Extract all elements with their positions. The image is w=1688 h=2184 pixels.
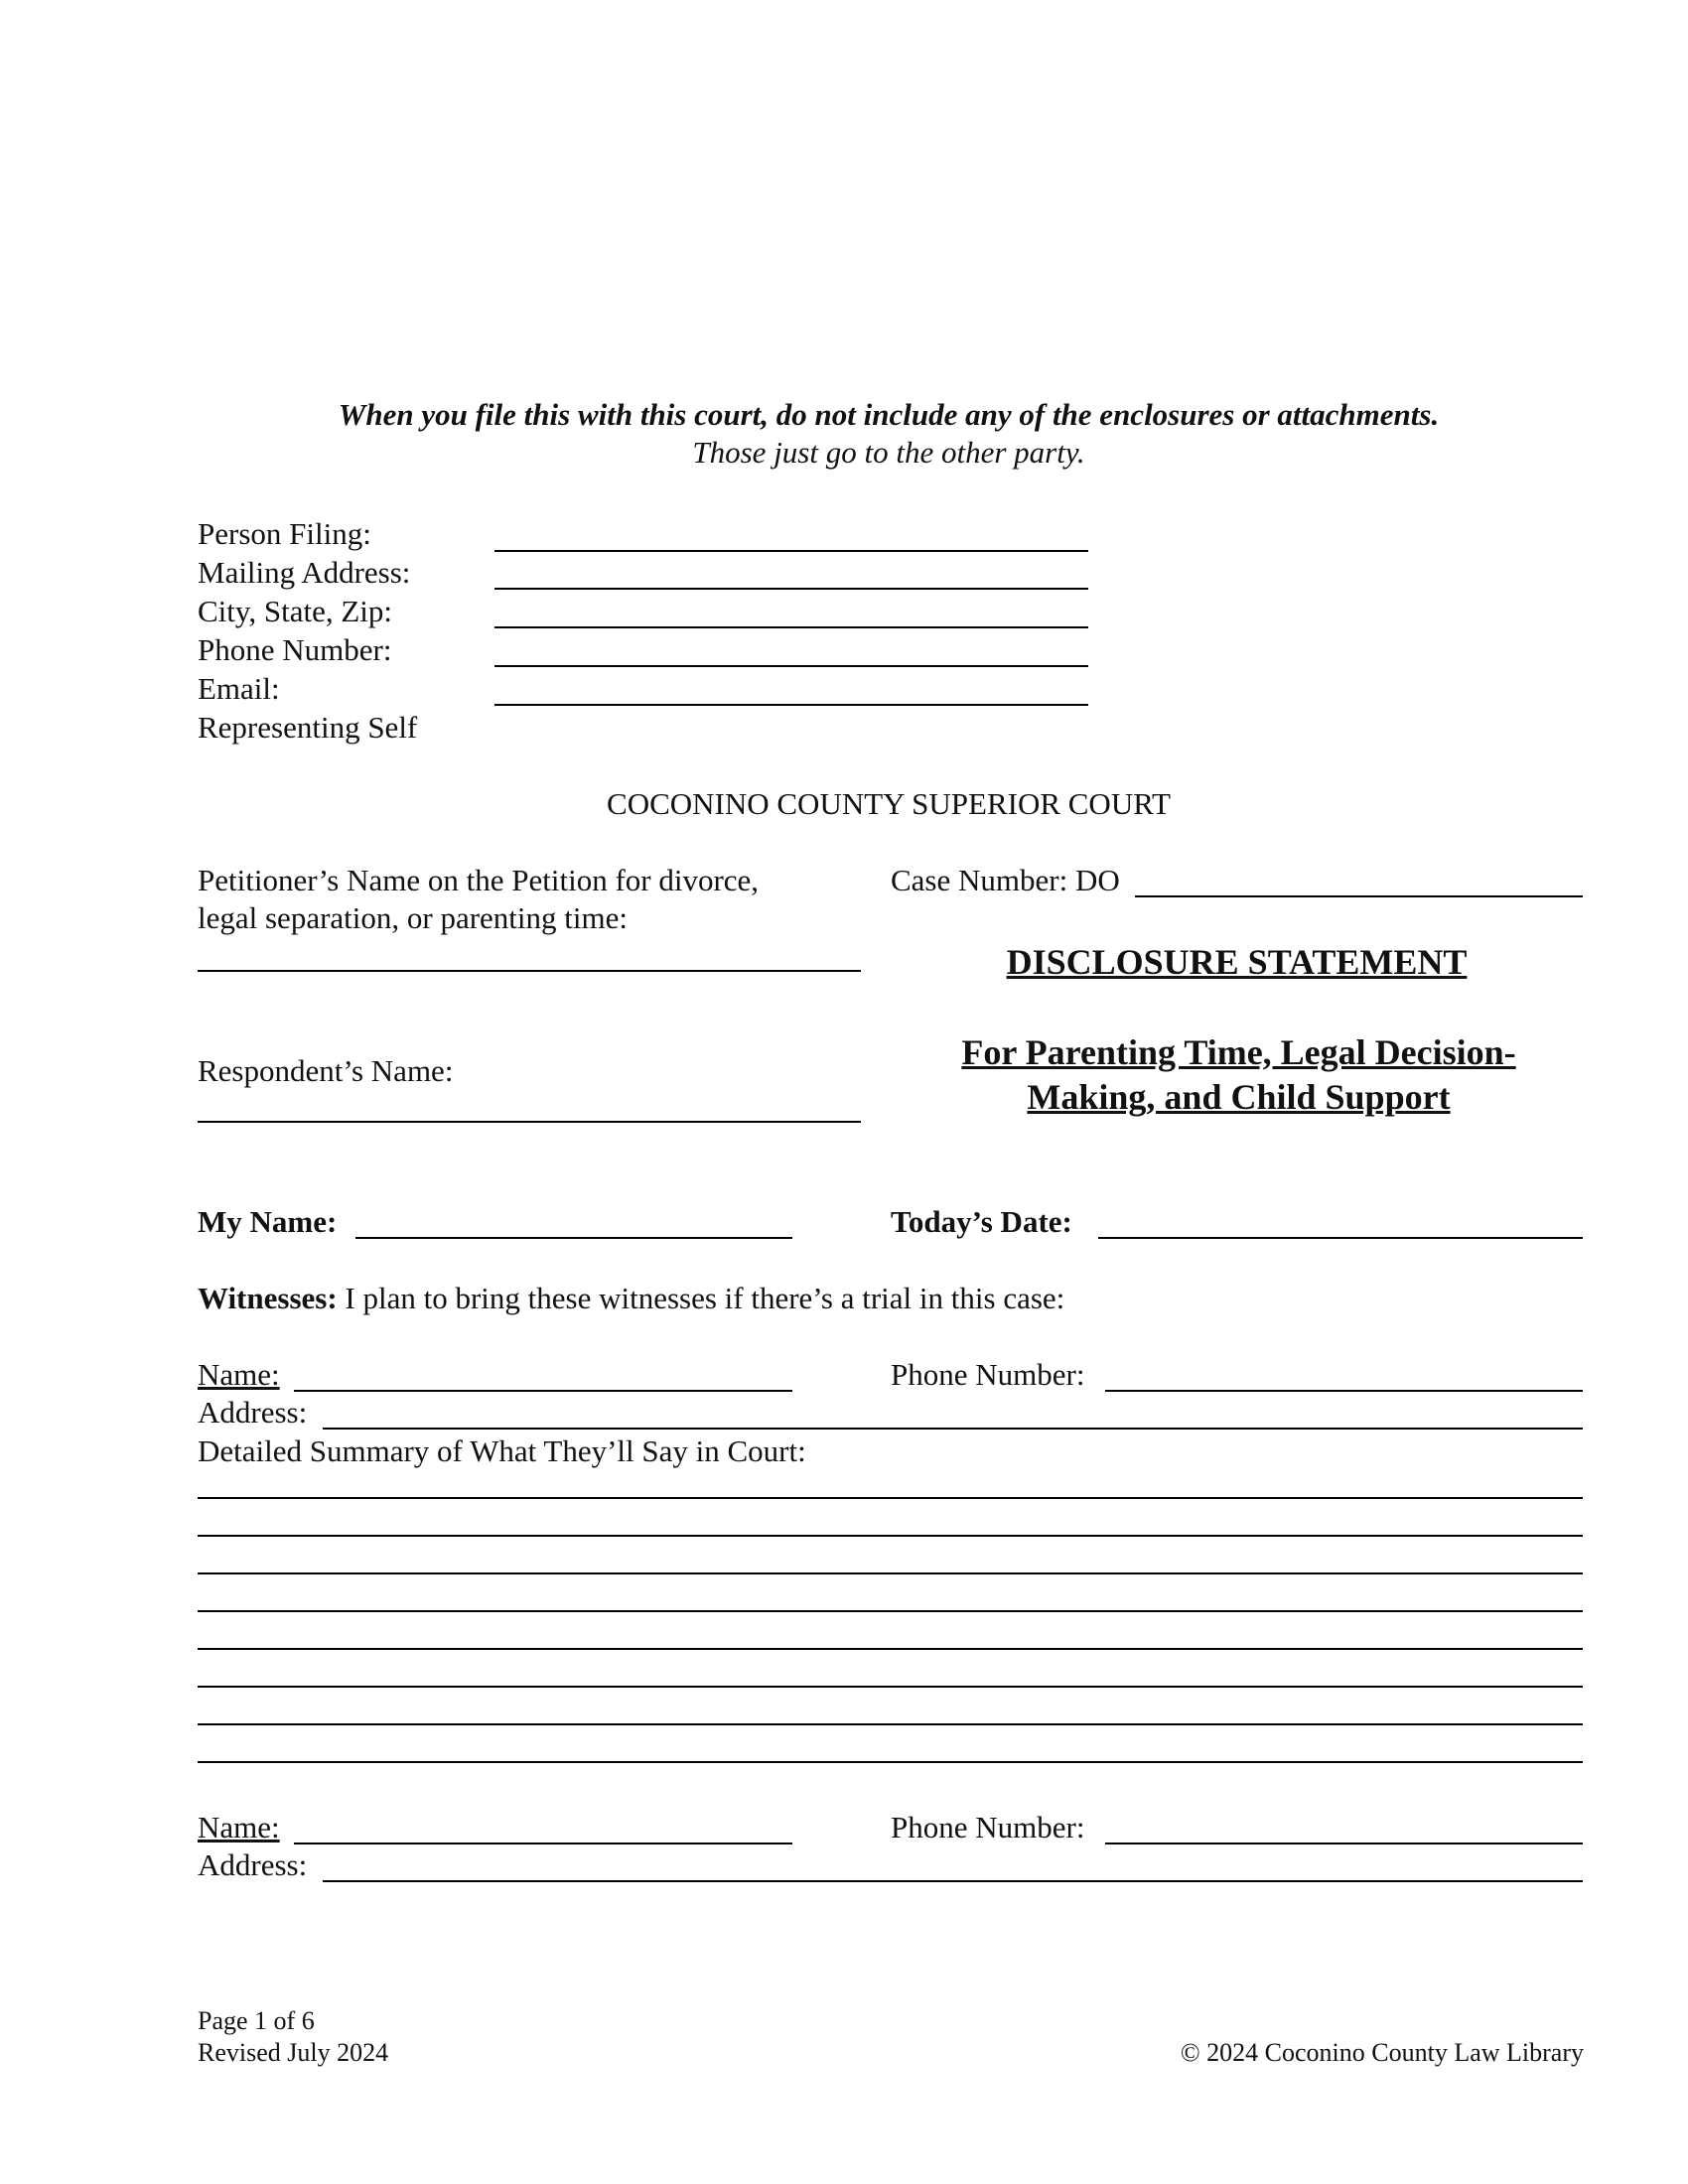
petitioner-label-line2: legal separation, or parenting time: <box>198 900 628 935</box>
document-subtitle: For Parenting Time, Legal Decision-Making, and Child Support <box>961 1032 1516 1117</box>
witness-1-summary-line[interactable] <box>198 1690 1583 1725</box>
todays-date-field[interactable] <box>1098 1203 1583 1239</box>
witness-1-summary-line[interactable] <box>198 1463 1583 1499</box>
petitioner-name-field[interactable] <box>198 936 861 972</box>
witness-1-name-label: Name: <box>198 1357 280 1392</box>
witness-2-phone-label: Phone Number: <box>891 1810 1085 1844</box>
witness-1-summary-line[interactable] <box>198 1576 1583 1612</box>
witness-2-address-label: Address: <box>198 1847 308 1882</box>
person-filing-field[interactable] <box>494 516 1088 552</box>
case-number-field[interactable] <box>1135 862 1583 897</box>
witness-1-summary-line[interactable] <box>198 1652 1583 1688</box>
witnesses-intro-text: I plan to bring these witnesses if there’s a trial in this case: <box>337 1281 1065 1315</box>
person-filing-label: Person Filing: <box>198 516 371 551</box>
page-number: Page 1 of 6 <box>198 2006 315 2035</box>
petitioner-label-line1: Petitioner’s Name on the Petition for divorce, <box>198 863 760 897</box>
respondent-label: Respondent’s Name: <box>198 1053 454 1088</box>
filing-notice: When you file this with this court, do not include any of the enclosures or attachments. <box>338 397 1440 432</box>
witness-1-summary-line[interactable] <box>198 1501 1583 1537</box>
witnesses-intro <box>198 1283 1064 1313</box>
witness-2-phone-field[interactable] <box>1105 1809 1583 1844</box>
witness-1-phone-field[interactable] <box>1105 1356 1583 1392</box>
witness-1-summary-line[interactable] <box>198 1614 1583 1650</box>
witness-2-address-field[interactable] <box>323 1846 1583 1882</box>
copyright-notice: © 2024 Coconino County Law Library <box>1180 2038 1584 2067</box>
witness-1-address-label: Address: <box>198 1395 308 1430</box>
court-name: COCONINO COUNTY SUPERIOR COURT <box>607 786 1171 821</box>
phone-number-label: Phone Number: <box>198 632 392 667</box>
city-state-zip-field[interactable] <box>494 593 1088 628</box>
email-label: Email: <box>198 671 280 706</box>
witness-1-summary-line[interactable] <box>198 1727 1583 1763</box>
document-title: DISCLOSURE STATEMENT <box>1006 942 1468 982</box>
case-number-label: Case Number: DO <box>891 863 1120 897</box>
witnesses-heading: Witnesses: <box>198 1281 338 1315</box>
respondent-name-field[interactable] <box>198 1087 861 1123</box>
mailing-address-field[interactable] <box>494 554 1088 590</box>
todays-date-label: Today’s Date: <box>891 1204 1072 1239</box>
witness-1-name-field[interactable] <box>294 1356 792 1392</box>
witness-1-summary-label: Detailed Summary of What They’ll Say in Court: <box>198 1433 806 1468</box>
email-field[interactable] <box>494 670 1088 706</box>
filing-notice-subtext: Those just go to the other party. <box>692 435 1085 470</box>
witness-2-name-label: Name: <box>198 1810 280 1844</box>
revision-date: Revised July 2024 <box>198 2038 389 2067</box>
mailing-address-label: Mailing Address: <box>198 555 411 590</box>
witness-1-summary-line[interactable] <box>198 1539 1583 1574</box>
representing-self: Representing Self <box>198 710 418 745</box>
witness-1-phone-label: Phone Number: <box>891 1357 1085 1392</box>
witness-1-address-field[interactable] <box>323 1394 1583 1430</box>
phone-number-field[interactable] <box>494 631 1088 667</box>
my-name-field[interactable] <box>355 1203 792 1239</box>
city-state-zip-label: City, State, Zip: <box>198 594 393 628</box>
my-name-label: My Name: <box>198 1204 338 1239</box>
witness-2-name-field[interactable] <box>294 1809 792 1844</box>
